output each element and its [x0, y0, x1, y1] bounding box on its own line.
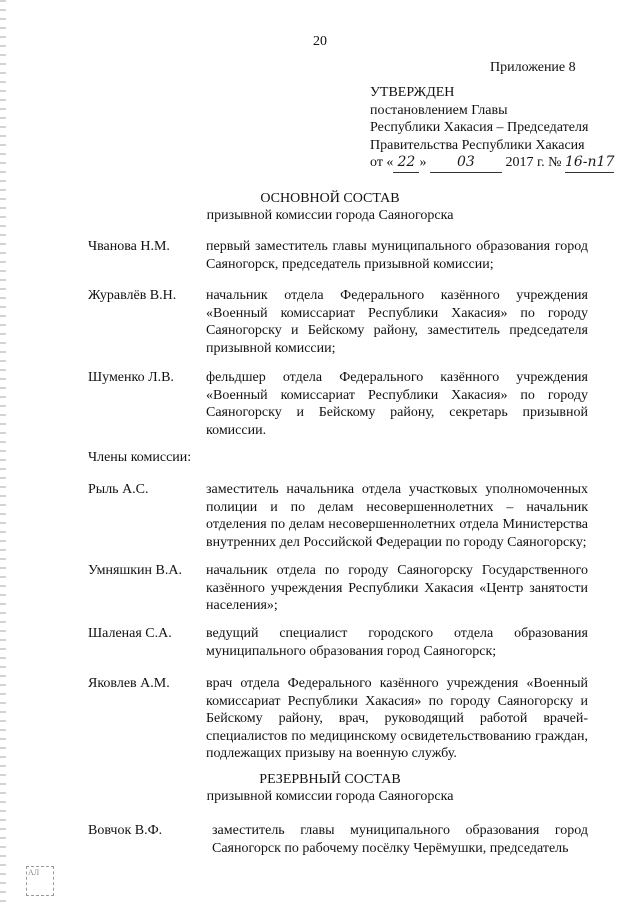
registration-stamp: АЛ [26, 866, 54, 896]
date-month: 03 [430, 154, 502, 173]
commission-members-label: Члены комиссии: [88, 450, 192, 465]
page-number: 20 [313, 34, 327, 49]
approval-line-3: Правительства Республики Хакасия [370, 137, 585, 153]
reserve-composition-title: РЕЗЕРВНЫЙ СОСТАВ [259, 772, 401, 787]
date-mid: » [419, 155, 427, 170]
approval-date-line [370, 154, 630, 173]
main-composition-subtitle: призывной комиссии города Саяногорска [206, 208, 454, 223]
approval-line-2: Республики Хакасия – Председателя [370, 120, 589, 135]
member-description: врач отдела Федерального казённого учреждения «Военный комиссариат Республики Хакасия» по городу Саяногорску и Бейскому району, врач, руководящий работой врачей-специалистов по медицинскому освидетельствованию граждан, подлежащих призыву на военную службу. [206, 676, 588, 761]
approval-line-1: постановлением Главы [370, 102, 508, 118]
member-description: ведущий специалист городского отдела образования муниципального образования город Саяногорск; [206, 626, 588, 659]
approval-title: УТВЕРЖДЕН [370, 85, 455, 100]
member-name: Яковлев А.М. [88, 676, 170, 691]
date-prefix: от « [370, 155, 394, 170]
member-description: заместитель начальника отдела участковых уполномоченных полиции и по делам несовершеннолетних – начальник отделения по делам несовершеннолетних отдела Министерства внутренних дел Российской Федерации по городу Саяногорску; [206, 482, 588, 550]
member-description: начальник отдела по городу Саяногорску Государственного казённого учреждения Республики Хакасия «Центр занятости населения»; [206, 563, 588, 613]
member-name: Шаленая С.А. [88, 626, 172, 641]
scan-edge-marks [0, 0, 6, 905]
member-name: Вовчок В.Ф. [88, 823, 163, 838]
decree-number: 16-п17 [565, 154, 614, 173]
reserve-composition-subtitle: призывной комиссии города Саяногорска [206, 789, 454, 804]
member-name: Умняшкин В.А. [88, 563, 182, 578]
member-name: Рыль А.С. [88, 482, 149, 497]
member-description: начальник отдела Федерального казённого учреждения «Военный комиссариат Республики Хакасия» по городу Саяногорску и Бейскому району, заместитель председателя призывной комиссии; [206, 288, 588, 356]
member-description: заместитель главы муниципального образования город Саяногорск по рабочему посёлку Черёмушки, председатель [212, 823, 588, 856]
member-description: фельдшер отдела Федерального казённого учреждения «Военный комиссариат Республики Хакасия» по городу Саяногорску и Бейскому району, секретарь призывной комиссии. [206, 370, 588, 438]
main-composition-title: ОСНОВНОЙ СОСТАВ [260, 191, 400, 206]
appendix-label: Приложение 8 [490, 60, 576, 75]
date-suffix: 2017 г. № [505, 155, 562, 170]
approval-block [370, 84, 630, 173]
member-name: Чванова Н.М. [88, 239, 170, 254]
member-description: первый заместитель главы муниципального образования город Саяногорск, председатель призывной комиссии; [206, 239, 588, 272]
member-name: Шуменко Л.В. [88, 370, 174, 385]
date-day: 22 [393, 154, 419, 173]
member-name: Журавлёв В.Н. [88, 288, 177, 303]
